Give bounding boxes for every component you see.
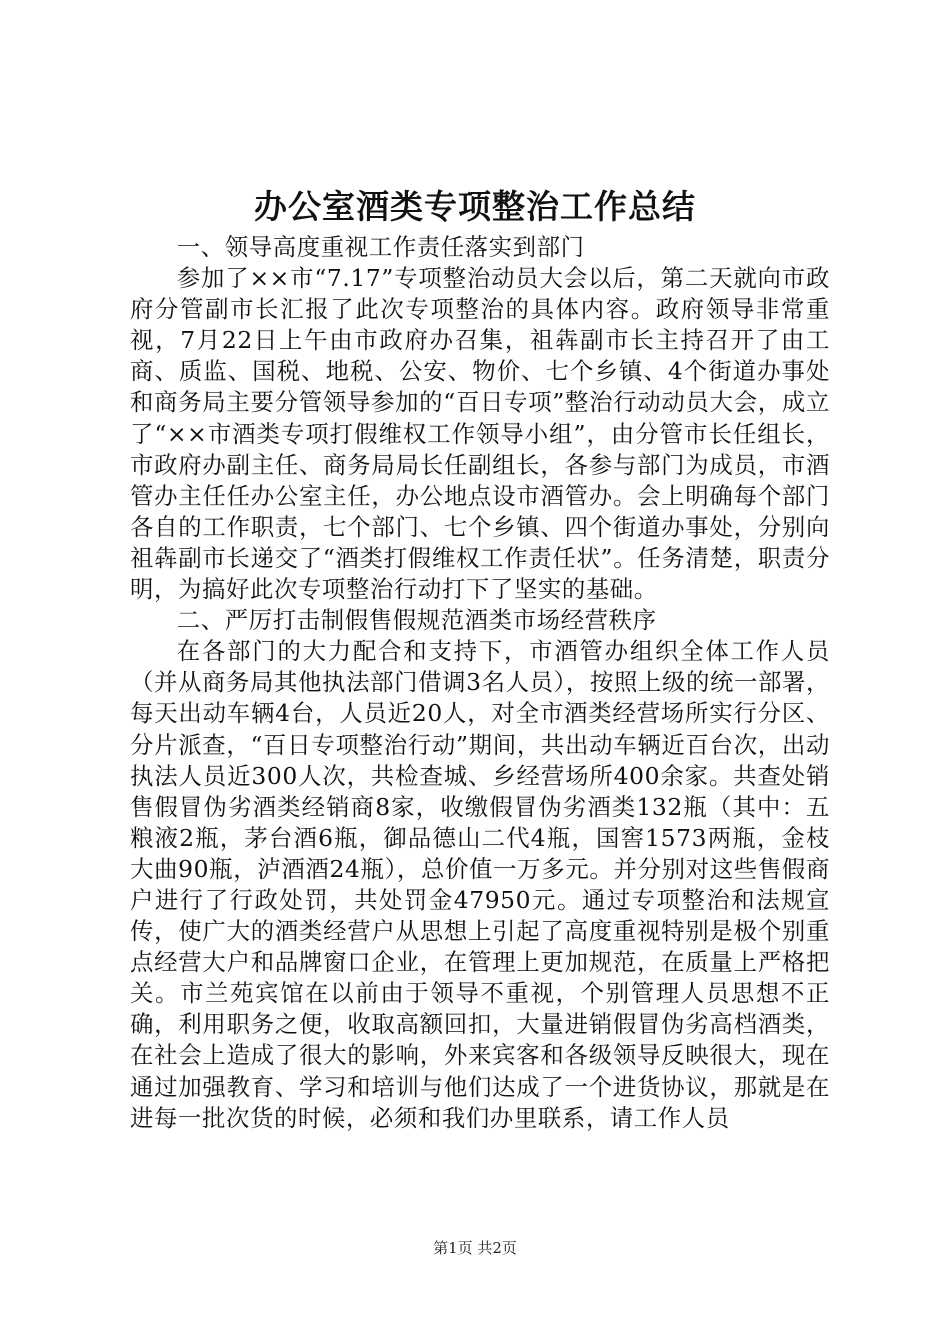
section-heading-1: 一、领导高度重视工作责任落实到部门: [176, 233, 585, 261]
page-number-footer: 第1页 共2页: [433, 1239, 517, 1257]
section-paragraph-1: 参加了××市“7.17”专项整治动员大会以后，第二天就向市政府分管副市长汇报了此次专项整治的具体内容。政府领导非常重视，7月22日上午由市政府办召集，祖犇副市长主持召开了由工商、质监、国税、地税、公安、物价、七个乡镇、4个街道办事处和商务局主要分管领导参加的“百日专项”整治行动动员大会，成立了“××市酒类专项打假维权工作领导小组”，由分管市长任组长，市政府办副主任、商务局局长任副组长，各参与部门为成员，市酒管办主任任办公室主任，办公地点设市酒管办。会上明确每个部门各自的工作职责，七个部门、七个乡镇、四个街道办事处，分别向祖犇副市长递交了“酒类打假维权工作责任状”。任务清楚，职责分明，为搞好此次专项整治行动打下了坚实的基础。: [130, 264, 830, 604]
document-title: 办公室酒类专项整治工作总结: [254, 187, 696, 226]
section-paragraph-2: 在各部门的大力配合和支持下，市酒管办组织全体工作人员（并从商务局其他执法部门借调3名人员），按照上级的统一部署，每天出动车辆4台，人员近20人，对全市酒类经营场所实行分区、分片派查，“百日专项整治行动”期间，共出动车辆近百台次，出动执法人员近300人次，共检查城、乡经营场所400余家。共查处销售假冒伪劣酒类经销商8家，收缴假冒伪劣酒类132瓶（其中：五粮液2瓶，茅台酒6瓶，御品德山二代4瓶，国窖1573两瓶，金枝大曲90瓶，泸酒酒24瓶），总价值一万多元。并分别对这些售假商户进行了行政处罚，共处罚金47950元。通过专项整治和法规宣传，使广大的酒类经营户从思想上引起了高度重视特别是极个别重点经营大户和品牌窗口企业，在管理上更加规范，在质量上严格把关。市兰苑宾馆在以前由于领导不重视，个别管理人员思想不正确，利用职务之便，收取高额回扣，大量进销假冒伪劣高档酒类，在社会上造成了很大的影响，外来宾客和各级领导反映很大，现在通过加强教育、学习和培训与他们达成了一个进货协议，那就是在进每一批次货的时候，必须和我们办里联系，请工作人员: [130, 637, 830, 1132]
document-body: [130, 232, 830, 1134]
section-heading-2: 二、严厉打击制假售假规范酒类市场经营秩序: [176, 606, 657, 635]
